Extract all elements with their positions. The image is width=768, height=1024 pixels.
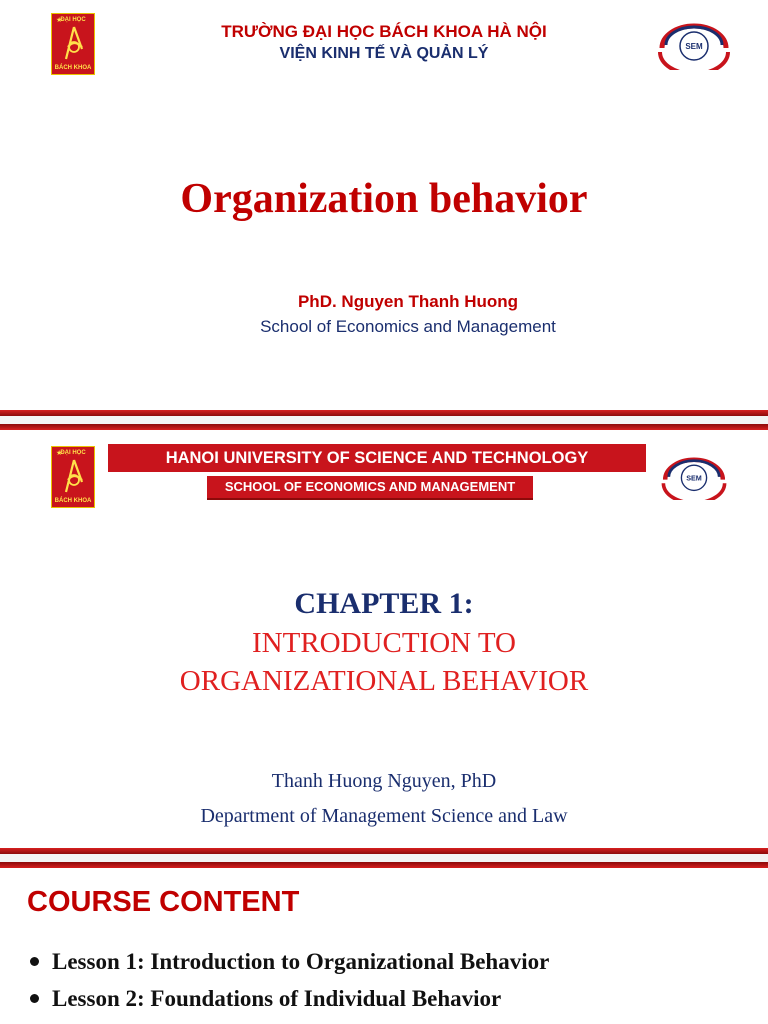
- chapter-title-line2: ORGANIZATIONAL BEHAVIOR: [179, 665, 589, 697]
- university-name-vn: TRƯỜNG ĐẠI HỌC BÁCH KHOA HÀ NỘI: [221, 22, 547, 41]
- chapter-author: Thanh Huong Nguyen, PhD: [271, 770, 497, 792]
- chapter-number: CHAPTER 1:: [294, 587, 474, 620]
- university-banner: HANOI UNIVERSITY OF SCIENCE AND TECHNOLOGY: [108, 444, 646, 472]
- svg-text:SEM: SEM: [686, 473, 702, 483]
- bullet-icon: [30, 994, 39, 1003]
- slide-title: [0, 0, 768, 410]
- chapter-title-line1: INTRODUCTION TO: [252, 627, 516, 659]
- department-name: Department of Management Science and Law: [200, 805, 568, 827]
- hust-logo: ★ ĐẠI HỌC BÁCH KHOA: [51, 13, 95, 75]
- svg-text:SEM: SEM: [685, 42, 703, 51]
- bullet-icon: [30, 957, 39, 966]
- slide-divider: [0, 410, 768, 430]
- compass-emblem-icon: [60, 458, 88, 494]
- school-name: School of Economics and Management: [260, 317, 556, 336]
- hust-logo: ★ ĐẠI HỌC BÁCH KHOA: [51, 446, 95, 508]
- star-icon: ★: [56, 450, 63, 457]
- list-item: Lesson 2: Foundations of Individual Behavior: [30, 986, 501, 1012]
- institute-name-vn: VIỆN KINH TẾ VÀ QUẢN LÝ: [279, 45, 489, 62]
- star-icon: ★: [56, 17, 63, 24]
- slide-divider: [0, 848, 768, 868]
- school-banner: SCHOOL OF ECONOMICS AND MANAGEMENT: [207, 476, 533, 500]
- sem-logo: [654, 18, 734, 70]
- sem-logo: [658, 452, 730, 500]
- author-name: PhD. Nguyen Thanh Huong: [297, 292, 519, 311]
- course-title: Organization behavior: [180, 176, 588, 222]
- section-heading: COURSE CONTENT: [27, 886, 300, 918]
- slide-course-content: [0, 868, 768, 1024]
- slide-chapter: [0, 430, 768, 848]
- list-item: Lesson 1: Introduction to Organizational Behavior: [30, 949, 549, 975]
